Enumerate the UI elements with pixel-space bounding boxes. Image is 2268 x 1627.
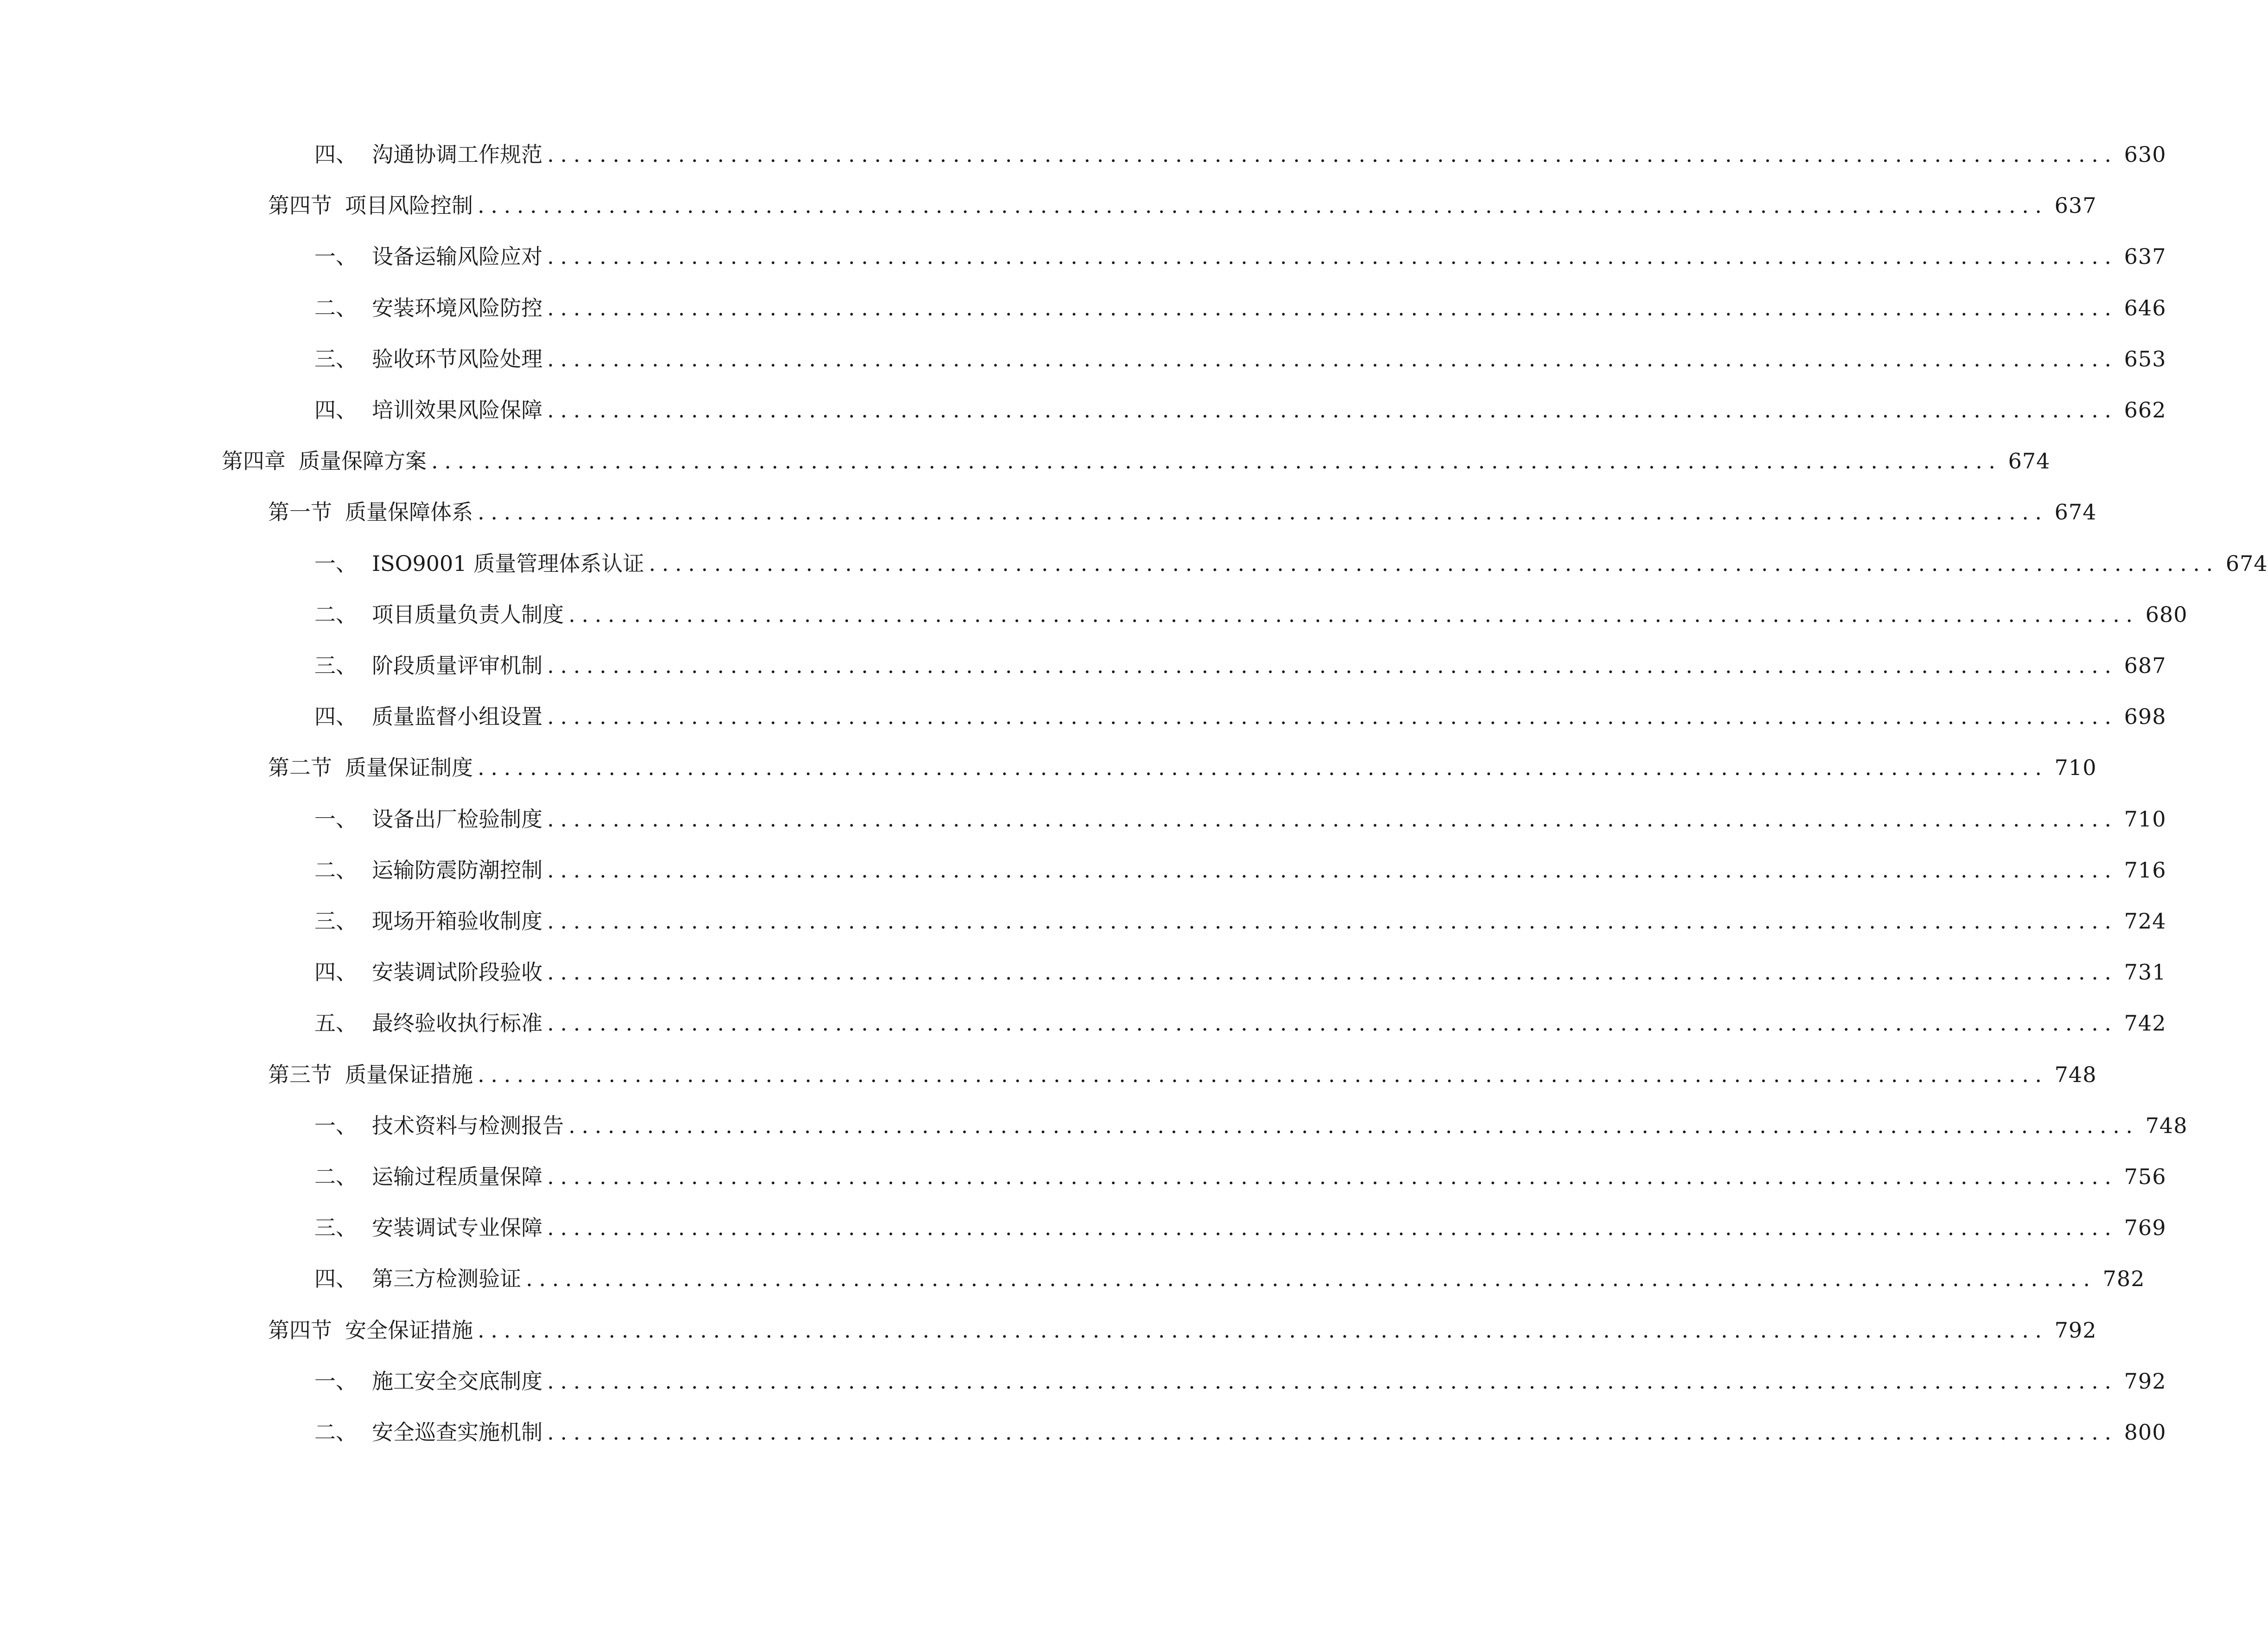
toc-entry-page-number: 710 xyxy=(2054,755,2097,780)
toc-entry-title: 验收环节风险处理 xyxy=(372,346,543,372)
toc-entry[interactable] xyxy=(314,136,2166,173)
toc-entry-page-number: 731 xyxy=(2124,960,2166,985)
toc-entry-number: 第一节 xyxy=(268,500,332,525)
toc-entry-number: 一、 xyxy=(314,1369,357,1394)
toc-entry-page-number: 687 xyxy=(2124,653,2166,678)
toc-entry-title: 阶段质量评审机制 xyxy=(372,653,543,678)
toc-entry-number: 第四章 xyxy=(222,448,286,474)
dot-leader: ........................................................................................................................ xyxy=(547,909,2118,934)
toc-entry[interactable] xyxy=(314,801,2166,838)
toc-entry-title: 施工安全交底制度 xyxy=(372,1369,543,1394)
toc-entry[interactable] xyxy=(314,1260,2145,1297)
toc-entry-number: 第三节 xyxy=(268,1062,332,1087)
toc-entry-number: 一、 xyxy=(314,244,357,269)
toc-entry-title: 最终验收执行标准 xyxy=(372,1011,543,1036)
toc-entry-title: 沟通协调工作规范 xyxy=(372,142,543,167)
toc-entry[interactable] xyxy=(314,596,2188,633)
toc-entry-title: 项目风险控制 xyxy=(345,193,473,218)
toc-entry-title: 安装调试阶段验收 xyxy=(372,960,543,985)
toc-entry-page-number: 800 xyxy=(2124,1420,2166,1445)
toc-entry-title: 技术资料与检测报告 xyxy=(372,1113,564,1138)
toc-entry-page-number: 646 xyxy=(2124,295,2166,320)
dot-leader: ........................................................................................................................ xyxy=(547,295,2118,320)
dot-leader: ........................................................................................................................ xyxy=(478,1318,2048,1343)
toc-entry-page-number: 698 xyxy=(2124,704,2166,729)
dot-leader: ........................................................................................................................ xyxy=(547,807,2118,832)
toc-entry-title: 安装调试专业保障 xyxy=(372,1215,543,1240)
toc-entry-number: 四、 xyxy=(314,142,357,167)
toc-entry[interactable] xyxy=(314,545,2268,582)
toc-entry-number: 第四节 xyxy=(268,193,332,218)
toc-entry-page-number: 637 xyxy=(2054,193,2097,218)
toc-entry-number: 四、 xyxy=(314,704,357,729)
dot-leader: ........................................................................................................................ xyxy=(569,602,2139,627)
toc-entry-number: 一、 xyxy=(314,1113,357,1138)
toc-entry-page-number: 748 xyxy=(2145,1113,2188,1138)
toc-entry-title: 现场开箱验收制度 xyxy=(372,909,543,934)
toc-entry[interactable] xyxy=(314,238,2166,275)
toc-entry[interactable] xyxy=(314,852,2166,889)
toc-entry-page-number: 769 xyxy=(2124,1215,2166,1240)
toc-entry-page-number: 792 xyxy=(2124,1369,2166,1394)
toc-entry-number: 二、 xyxy=(314,1164,357,1189)
toc-entry[interactable] xyxy=(314,954,2166,991)
toc-entry-page-number: 748 xyxy=(2054,1062,2097,1087)
toc-entry[interactable] xyxy=(268,749,2097,786)
dot-leader: ........................................................................................................................ xyxy=(649,551,2219,576)
dot-leader: ........................................................................................................................ xyxy=(547,346,2118,372)
toc-entry[interactable] xyxy=(314,289,2166,327)
toc-entry-title: 设备运输风险应对 xyxy=(372,244,543,269)
toc-entry-number: 一、 xyxy=(314,807,357,832)
dot-leader: ........................................................................................................................ xyxy=(547,397,2118,423)
toc-entry[interactable] xyxy=(314,1107,2188,1144)
toc-entry-page-number: 674 xyxy=(2225,551,2268,576)
toc-entry-title: 安全巡查实施机制 xyxy=(372,1420,543,1445)
toc-entry[interactable] xyxy=(268,187,2097,224)
toc-entry-number: 第四节 xyxy=(268,1318,332,1343)
toc-entry-page-number: 742 xyxy=(2124,1011,2166,1036)
toc-entry-number: 二、 xyxy=(314,295,357,320)
dot-leader: ........................................................................................................................ xyxy=(547,1420,2118,1445)
toc-entry-page-number: 637 xyxy=(2124,244,2166,269)
toc-entry[interactable] xyxy=(314,1363,2166,1400)
dot-leader: ........................................................................................................................ xyxy=(478,500,2048,525)
toc-entry-number: 二、 xyxy=(314,602,357,627)
toc-entry-title: 质量保障体系 xyxy=(345,500,473,525)
dot-leader: ........................................................................................................................ xyxy=(547,1369,2118,1394)
toc-entry-title: 安全保证措施 xyxy=(345,1318,473,1343)
toc-entry-page-number: 710 xyxy=(2124,807,2166,832)
toc-entry-page-number: 653 xyxy=(2124,346,2166,372)
toc-entry[interactable] xyxy=(268,1312,2097,1349)
toc-entry-title: 设备出厂检验制度 xyxy=(372,807,543,832)
toc-entry-title: 运输防震防潮控制 xyxy=(372,858,543,883)
toc-entry[interactable] xyxy=(314,1209,2166,1246)
dot-leader: ........................................................................................................................ xyxy=(547,1164,2118,1189)
toc-entry-title: 质量保障方案 xyxy=(299,448,427,474)
toc-entry-page-number: 674 xyxy=(2054,500,2097,525)
dot-leader: ........................................................................................................................ xyxy=(478,755,2048,780)
dot-leader: ........................................................................................................................ xyxy=(547,704,2118,729)
toc-entry-number: 一、 xyxy=(314,551,357,576)
toc-entry[interactable] xyxy=(314,1158,2166,1195)
toc-entry[interactable] xyxy=(222,442,2051,480)
dot-leader: ........................................................................................................................ xyxy=(431,448,2002,474)
toc-entry-page-number: 756 xyxy=(2124,1164,2166,1189)
toc-entry[interactable] xyxy=(314,340,2166,378)
toc-entry-title: 质量监督小组设置 xyxy=(372,704,543,729)
toc-entry-number: 二、 xyxy=(314,858,357,883)
toc-entry-number: 三、 xyxy=(314,653,357,678)
toc-entry-title: ISO9001 质量管理体系认证 xyxy=(372,551,645,576)
toc-entry[interactable] xyxy=(314,698,2166,735)
toc-entry-number: 四、 xyxy=(314,1266,357,1291)
toc-entry[interactable] xyxy=(314,903,2166,940)
dot-leader: ........................................................................................................................ xyxy=(569,1113,2139,1138)
dot-leader: ........................................................................................................................ xyxy=(547,960,2118,985)
toc-entry-title: 培训效果风险保障 xyxy=(372,397,543,423)
toc-entry-page-number: 674 xyxy=(2008,448,2051,474)
toc-entry-title: 运输过程质量保障 xyxy=(372,1164,543,1189)
dot-leader: ........................................................................................................................ xyxy=(526,1266,2096,1291)
toc-entry-page-number: 716 xyxy=(2124,858,2166,883)
toc-entry-page-number: 792 xyxy=(2054,1318,2097,1343)
toc-entry-number: 二、 xyxy=(314,1420,357,1445)
toc-entry-number: 三、 xyxy=(314,909,357,934)
toc-entry[interactable] xyxy=(314,391,2166,429)
toc-entry-page-number: 662 xyxy=(2124,397,2166,423)
toc-entry[interactable] xyxy=(268,493,2097,531)
toc-entry-page-number: 630 xyxy=(2124,142,2166,167)
toc-entry-title: 质量保证制度 xyxy=(345,755,473,780)
toc-entry-number: 第二节 xyxy=(268,755,332,780)
toc-entry[interactable] xyxy=(268,1056,2097,1093)
toc-entry-number: 四、 xyxy=(314,960,357,985)
toc-entry-number: 三、 xyxy=(314,346,357,372)
toc-entry-number: 三、 xyxy=(314,1215,357,1240)
dot-leader: ........................................................................................................................ xyxy=(547,1215,2118,1240)
toc-entry-title: 质量保证措施 xyxy=(345,1062,473,1087)
dot-leader: ........................................................................................................................ xyxy=(547,244,2118,269)
dot-leader: ........................................................................................................................ xyxy=(547,142,2118,167)
dot-leader: ........................................................................................................................ xyxy=(478,193,2048,218)
dot-leader: ........................................................................................................................ xyxy=(547,653,2118,678)
dot-leader: ........................................................................................................................ xyxy=(547,1011,2118,1036)
toc-entry[interactable] xyxy=(314,1414,2166,1451)
toc-entry-number: 四、 xyxy=(314,397,357,423)
toc-entry-page-number: 782 xyxy=(2102,1266,2145,1291)
toc-entry-title: 项目质量负责人制度 xyxy=(372,602,564,627)
toc-entry-number: 五、 xyxy=(314,1011,357,1036)
toc-entry-page-number: 724 xyxy=(2124,909,2166,934)
toc-entry-page-number: 680 xyxy=(2145,602,2188,627)
toc-entry-title: 第三方检测验证 xyxy=(372,1266,521,1291)
toc-entry[interactable] xyxy=(314,647,2166,684)
dot-leader: ........................................................................................................................ xyxy=(547,858,2118,883)
dot-leader: ........................................................................................................................ xyxy=(478,1062,2048,1087)
toc-entry-title: 安装环境风险防控 xyxy=(372,295,543,320)
toc-entry[interactable] xyxy=(314,1005,2166,1042)
